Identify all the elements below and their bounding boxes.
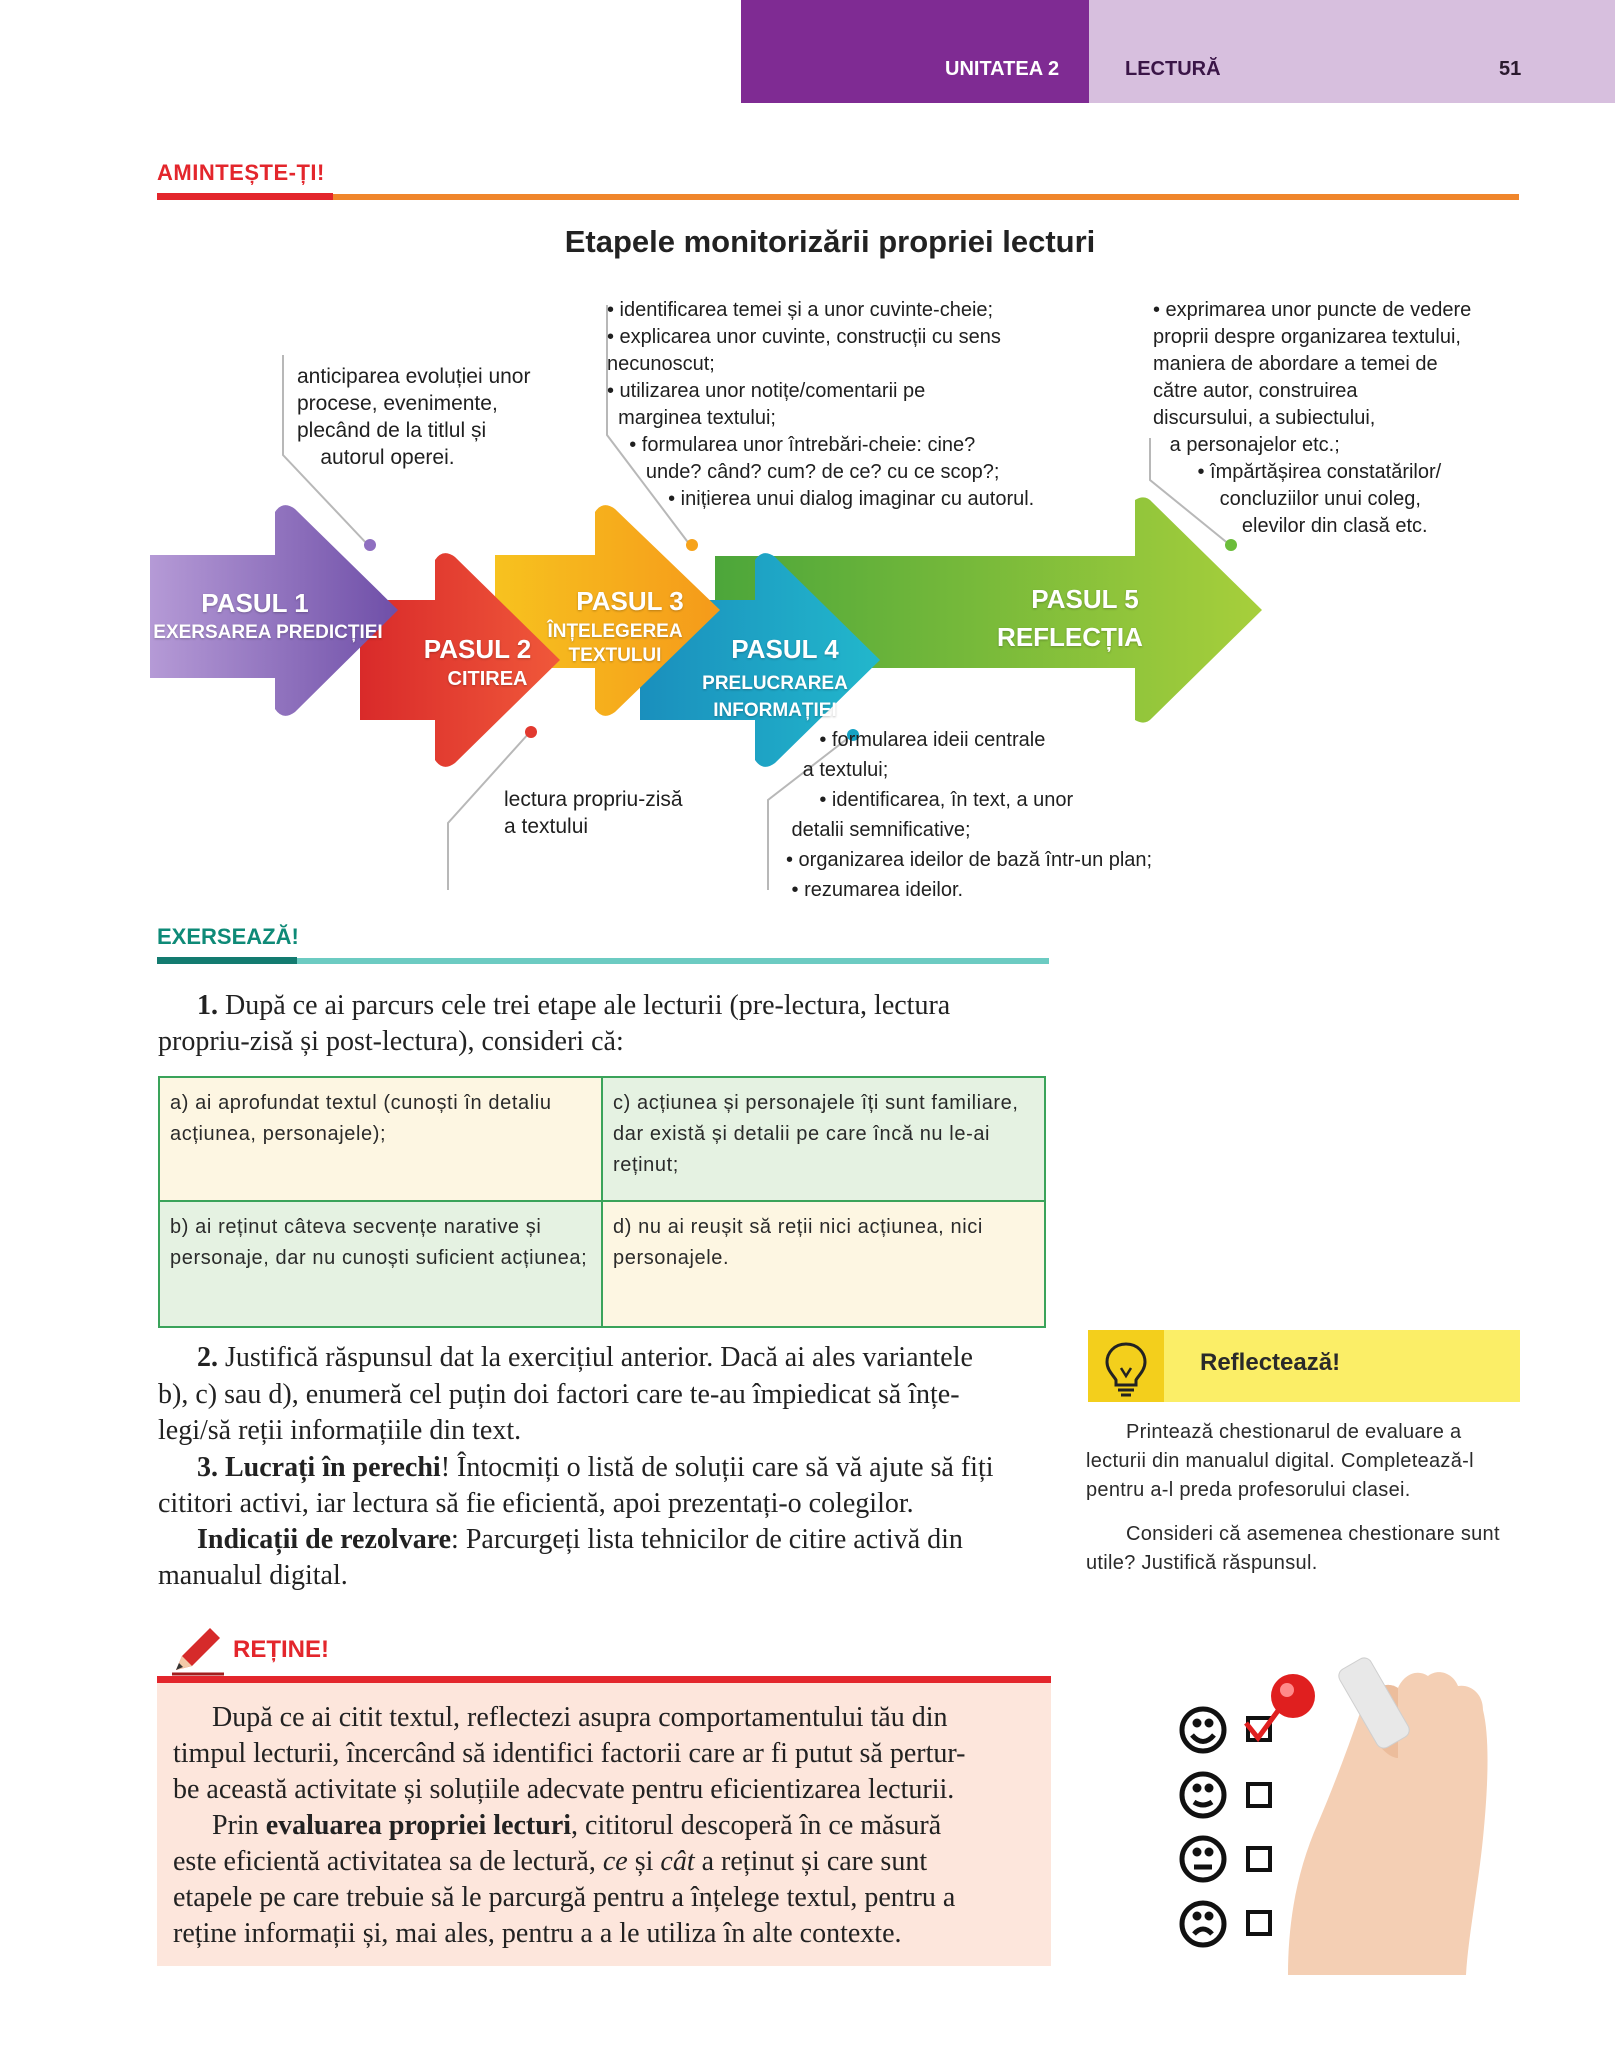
option-a: a) ai aprofundat textul (cunoști în detaliu acțiunea, personajele); [160,1078,603,1202]
step-2-desc: CITIREA [447,668,528,690]
reflect-paragraph-2: Consideri că asemenea chestionare sunt utile? Justifică răspunsul. [1086,1523,1500,1574]
question-2-number: 2. [197,1342,218,1373]
survey-hand-illustration [1098,1618,1528,1975]
question-2-line-1 [197,1340,973,1376]
step-5-desc: REFLECȚIA [997,622,1143,652]
option-c: c) acțiunea și personajele îți sunt familiare, dar există și detalii pe care încă nu le-ai reținut; [603,1078,1044,1202]
header-section-label: LECTURĂ [1125,58,1221,80]
dot-step-1 [364,539,376,551]
step-3-name: PASUL 3 [576,586,684,616]
pencil-icon [170,1618,230,1678]
question-1-number: 1. [197,990,218,1021]
retain-p1-line-1: După ce ai citit textul, reflectezi asupra comportamentului tău din [212,1702,948,1733]
retain-p2-post: , cititorul descoperă în ce măsură [571,1810,942,1841]
diagram-title: Etapele monitorizării propriei lecturi [564,224,1096,259]
options-grid [158,1076,1046,1328]
question-1-text-2: propriu-zisă și post-lectura), consideri că: [158,1026,624,1057]
page-number: 51 [1499,58,1522,80]
question-3-line-1 [197,1450,994,1486]
lightbulb-icon [1088,1330,1164,1402]
hint-line-1 [197,1522,963,1558]
retain-p2-line-4: reține informații și, mai ales, pentru a a le utiliza în alte contexte. [173,1918,902,1949]
question-3-bold: Lucrați în perechi [225,1452,441,1483]
step-1-name: PASUL 1 [201,588,309,618]
dot-step-5 [1225,539,1237,551]
option-b: b) ai reținut câteva secvențe narative și personaje, dar nu cunoști suficient acțiunea; [160,1202,603,1326]
step-4-note: • formularea ideii centrale a textului; • identificarea, în text, a unor detalii semnificative; • organizarea ideilor de bază într-un plan; • rezumarea ideilor. [786,729,1153,901]
step-2-name: PASUL 2 [423,634,532,664]
hint-line-2: manualul digital. [158,1560,348,1591]
retain-heading: REȚINE! [233,1636,329,1663]
header-unit-label: UNITATEA 2 [945,58,1060,80]
retain-p2-pre: Prin [212,1810,266,1841]
red-check-mark [1246,1708,1280,1738]
retain-p2-line-3: etapele pe care trebuie să le parcurgă pentru a înțelege textul, pentru a [173,1882,956,1913]
retain-bar [157,1676,1051,1683]
step-4-name: PASUL 4 [731,634,839,664]
question-2-text: Justifică răspunsul dat la exercițiul anterior. Dacă ai ales variantele [225,1342,973,1373]
step-4-desc: PRELUCRAREA INFORMAȚIEI [702,673,848,721]
step-2-note: lectura propriu-zisă a textului [504,788,683,838]
retain-p2-l2a: este eficientă activitatea sa de lectură, [173,1846,603,1877]
step-3-note: • identificarea temei și a unor cuvinte-cheie; • explicarea unor cuvinte, construcții cu sens necunoscut; • utilizarea unor notițe/comentarii pe marginea textului; • formularea unor întrebări-cheie: cine? unde? când? cum? de ce? cu ce scop?; • inițierea unui dialog imaginar cu autorul. [607,299,1035,510]
retain-p1-line-2: timpul lecturii, încercând să identifici factorii care ar fi putut să pertur- [173,1738,966,1769]
question-2-line-3: legi/să reții informațiile din text. [158,1415,522,1446]
reflect-heading: Reflectează! [1200,1349,1341,1376]
reflect-icon-box [1088,1330,1164,1402]
exercise-bar [297,958,1049,964]
reflect-paragraph-1: Printează chestionarul de evaluare a lecturii din manualul digital. Completează-l pentru a-l preda profesorului clasei. [1086,1421,1474,1501]
checkboxes [1248,1718,1270,1934]
question-3-number: 3. [197,1452,218,1483]
smiley-faces [1182,1709,1224,1945]
option-d: d) nu ai reușit să reții nici acțiunea, nici personajele. [603,1202,1044,1326]
retain-p2-l2c: și [627,1846,661,1877]
remember-heading: AMINTEȘTE-ȚI! [157,160,325,185]
step-3-desc: ÎNȚELEGEREA TEXTULUI [547,621,683,666]
retain-p2-l2b: ce [602,1846,628,1877]
question-1-line-1 [197,988,950,1024]
exercise-heading: EXERSEAZĂ! [157,924,299,949]
retain-p2-bold: evaluarea propriei lecturi [265,1810,572,1841]
step-1-note: anticiparea evoluției unor procese, evenimente, plecând de la titlul și autorul operei. [297,365,531,469]
question-3-line-2: cititori activi, iar lectura să fie eficientă, apoi prezentați-o colegilor. [158,1488,914,1519]
retain-p2-line-1 [212,1808,941,1844]
hint-text: : Parcurgeți lista tehnicilor de citire activă din [451,1524,963,1555]
hint-bold: Indicații de rezolvare [197,1524,452,1555]
dot-step-2 [525,726,537,738]
step-5-note: • exprimarea unor puncte de vedere proprii despre organizarea textului, maniera de abordare a temei de către autor, construirea discursului, a subiectului, a personajelor etc.; • împărtășirea constatărilor/ concluziilor unui coleg, elevilor din clasă etc. [1153,299,1472,537]
step-5-name: PASUL 5 [1031,584,1139,614]
retain-p1-line-3: be această activitate și soluțiile adecvate pentru eficientizarea lecturii. [173,1774,955,1805]
step-1-desc: EXERSAREA PREDICȚIEI [153,622,383,643]
retain-p2-l2e: a reținut și care sunt [694,1846,928,1877]
retain-p2-line-2 [173,1844,927,1880]
question-2-line-2: b), c) sau d), enumeră cel puțin doi factori care te-au împiedicat să înțe- [158,1379,960,1410]
retain-p2-l2d: cât [660,1846,695,1877]
exercise-bar-accent [157,957,297,964]
question-3-text: ! Întocmiți o listă de soluții care să vă ajute să fiți [440,1452,994,1483]
dot-step-3 [686,539,698,551]
question-1-text: După ce ai parcurs cele trei etape ale lecturii (pre-lectura, lectura [225,990,951,1021]
